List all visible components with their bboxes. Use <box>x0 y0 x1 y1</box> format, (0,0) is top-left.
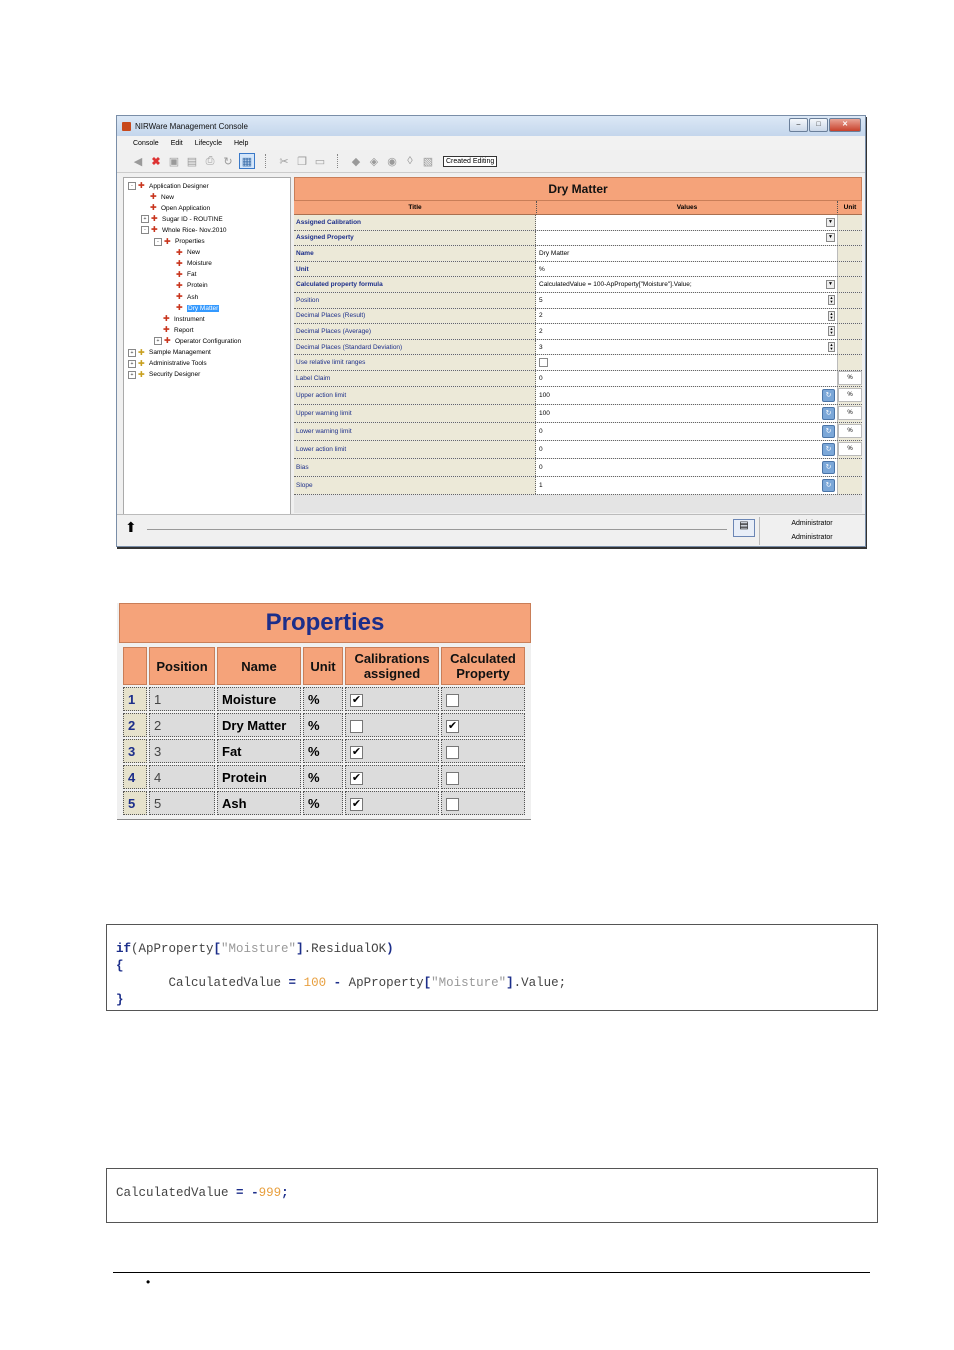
edit-state-label: Created Editing <box>443 156 497 167</box>
tree-item[interactable] <box>154 237 205 247</box>
tree-item[interactable] <box>128 370 200 380</box>
grid-row <box>294 477 862 495</box>
grid-row-value[interactable]: 0 ↻ <box>536 459 838 476</box>
row-calc <box>441 713 525 737</box>
grid-row-unit: % <box>838 406 862 420</box>
grid-header <box>294 201 862 215</box>
tree-item[interactable] <box>154 314 205 324</box>
tree-item[interactable] <box>141 214 223 224</box>
menu-bar <box>117 136 865 150</box>
puzzle-icon: ✚ <box>176 269 183 279</box>
puzzle-icon: ✚ <box>138 369 145 379</box>
grid-row-title: Position <box>294 293 536 308</box>
puzzle-icon: ✚ <box>176 247 183 257</box>
grid-title: Dry Matter <box>294 177 862 201</box>
lifecycle-icon-2[interactable]: ◈ <box>369 155 379 168</box>
puzzle-icon: ✚ <box>164 236 171 246</box>
menu-lifecycle[interactable]: Lifecycle <box>194 139 222 147</box>
tree-item[interactable] <box>154 336 241 346</box>
tree-item[interactable] <box>128 359 207 369</box>
tree-item-label: New <box>187 249 201 257</box>
header-title: Title <box>294 201 537 215</box>
nirware-window <box>116 115 866 547</box>
row-unit: % <box>303 687 343 711</box>
title-bar <box>117 116 865 136</box>
row-calib <box>345 765 439 789</box>
grid-row-title: Lower action limit <box>294 441 536 458</box>
checkbox[interactable] <box>539 358 548 367</box>
grid-row-value[interactable] <box>536 355 838 370</box>
col-calculated: Calculated Property <box>441 647 525 685</box>
pointer-icon[interactable]: ↻ <box>822 407 835 420</box>
pointer-icon[interactable]: ↻ <box>822 479 835 492</box>
row-calib <box>345 687 439 711</box>
tree-item-label: Security Designer <box>149 371 201 379</box>
grid-row-title: Decimal Places (Result) <box>294 309 536 324</box>
lifecycle-icon-3[interactable]: ◉ <box>387 155 397 168</box>
row-calib <box>345 713 439 737</box>
puzzle-icon: ✚ <box>164 336 171 346</box>
puzzle-icon: ✚ <box>163 314 170 324</box>
back-icon[interactable]: ◀ <box>133 155 143 168</box>
tree-item[interactable] <box>167 281 208 291</box>
tree-item[interactable] <box>141 192 174 202</box>
grid-row-value[interactable]: % <box>536 262 838 277</box>
grid-row <box>294 293 862 309</box>
row-unit: % <box>303 739 343 763</box>
expand-toggle-icon[interactable]: - <box>141 226 149 234</box>
table-row[interactable] <box>123 765 525 789</box>
tree-item[interactable] <box>167 248 200 258</box>
grid-row-value[interactable]: 100 ↻ <box>536 405 838 422</box>
copy-icon[interactable]: ❐ <box>297 155 307 168</box>
unchecked-checkbox[interactable] <box>446 772 459 785</box>
grid-row-value[interactable]: 0 ↻ <box>536 441 838 458</box>
expand-toggle-icon[interactable]: - <box>154 238 162 246</box>
tree-item[interactable] <box>167 303 219 313</box>
grid-row-value[interactable]: 2 ▲ ▼ <box>536 309 838 324</box>
row-index: 1 <box>123 687 147 711</box>
puzzle-icon: ✚ <box>176 258 183 268</box>
grid-row-value[interactable]: 2 ▲ ▼ <box>536 324 838 339</box>
row-calc <box>441 765 525 789</box>
tree-item-label: Open Application <box>161 204 211 212</box>
dropdown-arrow-icon[interactable]: ▼ <box>826 218 835 227</box>
row-name: Fat <box>217 739 301 763</box>
row-calib <box>345 739 439 763</box>
grid-row-title: Upper warning limit <box>294 405 536 422</box>
grid-row <box>294 262 862 278</box>
grid-row <box>294 324 862 340</box>
unchecked-checkbox[interactable] <box>446 746 459 759</box>
puzzle-icon: ✚ <box>138 181 145 190</box>
properties-title: Properties <box>119 603 531 643</box>
grid-row <box>294 423 862 441</box>
puzzle-icon: ✚ <box>150 203 157 213</box>
grid-row <box>294 459 862 477</box>
grid-row-title: Calculated property formula <box>294 277 536 292</box>
tree-item-label: Properties <box>175 238 205 245</box>
row-unit: % <box>303 791 343 815</box>
lifecycle-icon-5[interactable]: ▧ <box>422 155 434 168</box>
expand-toggle-icon[interactable]: - <box>128 182 136 190</box>
row-unit: % <box>303 713 343 737</box>
navigation-tree <box>123 177 291 515</box>
tree-item-label: Moisture <box>187 260 212 268</box>
grid-row-value[interactable]: 0 ↻ <box>536 423 838 440</box>
grid-row-title: Bias <box>294 459 536 476</box>
grid-row-title: Decimal Places (Average) <box>294 324 536 339</box>
property-grid <box>294 177 862 513</box>
menu-help[interactable]: Help <box>233 139 249 147</box>
lifecycle-icon-4[interactable]: ◊ <box>407 155 413 167</box>
row-name: Dry Matter <box>217 713 301 737</box>
row-index: 3 <box>123 739 147 763</box>
tree-item[interactable] <box>167 270 196 280</box>
tree-item-label: Instrument <box>174 315 205 323</box>
spinner-icon[interactable]: ▲ ▼ <box>829 295 834 305</box>
view-icon[interactable]: ▦ <box>239 153 255 169</box>
dropdown-arrow-icon[interactable]: ▼ <box>826 280 835 289</box>
row-position: 1 <box>149 687 215 711</box>
grid-row-title: Name <box>294 246 536 261</box>
row-position: 3 <box>149 739 215 763</box>
properties-table <box>121 645 527 817</box>
grid-row-unit: % <box>838 371 862 385</box>
spinner-icon[interactable]: ▲ ▼ <box>829 310 834 320</box>
grid-row <box>294 340 862 356</box>
puzzle-icon: ✚ <box>163 325 170 335</box>
maximize-button[interactable]: □ <box>809 118 828 132</box>
tree-item-label: Administrative Tools <box>149 360 207 368</box>
status-bar <box>117 514 865 547</box>
grid-row-title: Assigned Calibration <box>294 215 536 230</box>
code-block-residual: if(ApProperty["Moisture"].ResidualOK) { CalculatedValue = 100 - ApProperty["Moisture"].Value; } <box>106 924 878 1011</box>
tree-item-label: Dry Matter <box>188 304 219 312</box>
print-icon[interactable]: ⎙ <box>205 154 215 167</box>
status-role: Administrator <box>759 531 864 545</box>
checked-checkbox[interactable]: ✔ <box>351 693 362 706</box>
tree-item-label: Sample Management <box>149 349 211 356</box>
tree-item-label: Whole Rice- Nov.2010 <box>162 226 227 234</box>
col-calibrations: Calibrations assigned <box>345 647 439 685</box>
row-name: Moisture <box>217 687 301 711</box>
expand-toggle-icon[interactable]: + <box>141 215 149 223</box>
grid-row <box>294 277 862 293</box>
pointer-icon[interactable]: ↻ <box>822 389 835 402</box>
row-unit: % <box>303 765 343 789</box>
grid-row-title: Lower warning limit <box>294 423 536 440</box>
row-name: Protein <box>217 765 301 789</box>
status-user: Administrator <box>759 517 864 531</box>
app-icon <box>122 122 131 131</box>
menu-console[interactable]: Console <box>133 139 159 147</box>
grid-row <box>294 215 862 231</box>
tree-item[interactable] <box>128 348 211 358</box>
grid-row-title: Label Claim <box>294 371 536 386</box>
tree-item-label: Report <box>174 326 194 334</box>
grid-row-title: Slope <box>294 477 536 494</box>
row-calib <box>345 791 439 815</box>
tree-item[interactable] <box>141 225 227 235</box>
spinner-icon[interactable]: ▲ ▼ <box>829 342 834 352</box>
minimize-button[interactable]: – <box>789 118 808 132</box>
delete-icon[interactable]: ✖ <box>151 155 161 168</box>
expand-toggle-icon[interactable]: + <box>128 349 136 357</box>
toolbar <box>117 150 865 173</box>
checked-checkbox[interactable]: ✔ <box>447 719 458 732</box>
row-position: 5 <box>149 791 215 815</box>
cut-icon[interactable]: ✂ <box>279 155 289 168</box>
col-name: Name <box>217 647 301 685</box>
grid-row-unit: % <box>838 442 862 456</box>
grid-row <box>294 231 862 247</box>
grid-row-value[interactable]: 5 ▲ ▼ <box>536 293 838 308</box>
grid-row <box>294 405 862 423</box>
expand-toggle-icon[interactable]: + <box>128 371 136 379</box>
save-icon[interactable]: ▣ <box>168 155 180 168</box>
expand-toggle-icon[interactable]: + <box>128 360 136 368</box>
checked-checkbox[interactable]: ✔ <box>351 797 362 810</box>
grid-row <box>294 355 862 371</box>
tree-item[interactable] <box>154 325 194 335</box>
row-calc <box>441 791 525 815</box>
grid-row-unit: % <box>838 388 862 402</box>
close-button[interactable]: ✕ <box>829 118 861 132</box>
pointer-icon[interactable]: ↻ <box>822 425 835 438</box>
properties-panel <box>117 603 531 820</box>
row-calc <box>441 739 525 763</box>
grid-row-value[interactable] <box>536 231 838 246</box>
puzzle-icon: ✚ <box>176 280 183 290</box>
row-calc <box>441 687 525 711</box>
puzzle-icon: ✚ <box>150 192 157 202</box>
row-index: 2 <box>123 713 147 737</box>
tree-item-label: Operator Configuration <box>175 337 242 345</box>
grid-row-value[interactable]: 1 ↻ <box>536 477 838 494</box>
table-row[interactable] <box>123 739 525 763</box>
tree-item[interactable] <box>167 259 212 269</box>
puzzle-icon: ✚ <box>151 225 158 235</box>
save-all-icon[interactable]: ▤ <box>186 155 198 168</box>
grid-row-title: Decimal Places (Standard Deviation) <box>294 340 536 355</box>
puzzle-icon: ✚ <box>138 358 145 368</box>
grid-row <box>294 371 862 387</box>
checked-checkbox[interactable]: ✔ <box>351 745 362 758</box>
grid-row-title: Unit <box>294 262 536 277</box>
refresh-icon[interactable]: ↻ <box>223 155 233 168</box>
tree-item-label: Fat <box>187 271 197 279</box>
tree-item-label: Application Designer <box>149 182 209 190</box>
checked-checkbox[interactable]: ✔ <box>351 771 362 784</box>
expand-toggle-icon[interactable]: + <box>154 337 162 345</box>
paste-icon[interactable]: ▭ <box>314 155 326 168</box>
footer-rule <box>113 1272 870 1273</box>
grid-row <box>294 309 862 325</box>
row-name: Ash <box>217 791 301 815</box>
header-unit: Unit <box>838 201 862 215</box>
grid-row-value[interactable]: 3 ▲ ▼ <box>536 340 838 355</box>
puzzle-icon: ✚ <box>151 214 158 224</box>
grid-row-unit: % <box>838 424 862 438</box>
header-values: Values <box>537 201 838 215</box>
row-index: 5 <box>123 791 147 815</box>
grid-row-title: Upper action limit <box>294 387 536 404</box>
puzzle-icon: ✚ <box>138 347 145 357</box>
col-position: Position <box>149 647 215 685</box>
tree-item[interactable] <box>128 181 209 191</box>
unchecked-checkbox[interactable] <box>446 798 459 811</box>
menu-edit[interactable]: Edit <box>170 139 183 147</box>
lifecycle-icon-1[interactable]: ◆ <box>351 155 361 168</box>
grid-row-title: Use relative limit ranges <box>294 355 536 370</box>
grid-row-value[interactable] <box>536 215 838 230</box>
puzzle-icon: ✚ <box>176 292 183 301</box>
row-position: 4 <box>149 765 215 789</box>
spinner-icon[interactable]: ▲ ▼ <box>829 326 834 336</box>
grid-row <box>294 246 862 262</box>
grid-row-title: Assigned Property <box>294 231 536 246</box>
unchecked-checkbox[interactable] <box>350 720 363 733</box>
grid-rows <box>294 215 862 495</box>
unchecked-checkbox[interactable] <box>446 694 459 707</box>
tree-item-label: Protein <box>187 282 208 290</box>
tree-item-label: New <box>161 193 175 201</box>
dropdown-arrow-icon[interactable]: ▼ <box>826 233 835 242</box>
grid-row-value[interactable]: Dry Matter <box>536 246 838 261</box>
puzzle-icon: ✚ <box>176 303 183 313</box>
grid-row <box>294 441 862 459</box>
window-title: NIRWare Management Console <box>135 121 248 131</box>
table-row[interactable] <box>123 791 525 815</box>
grid-row-value[interactable]: CalculatedValue = 100-ApProperty["Moisture"].Value; ▼ <box>536 277 838 292</box>
tree-item[interactable] <box>167 292 198 302</box>
tree-item-label: Sugar ID - ROUTINE <box>162 215 223 223</box>
pointer-icon[interactable]: ↻ <box>822 443 835 456</box>
pointer-icon[interactable]: ↻ <box>822 461 835 474</box>
tree-item-label: Ash <box>187 293 199 301</box>
col-unit: Unit <box>303 647 343 685</box>
nir-logo-icon: ⬆ <box>125 519 137 535</box>
table-row[interactable] <box>123 713 525 737</box>
bullet: • <box>146 1275 151 1289</box>
grid-row <box>294 387 862 405</box>
table-row[interactable] <box>123 687 525 711</box>
grid-row-value[interactable]: 100 ↻ <box>536 387 838 404</box>
grid-row-value[interactable]: 0 <box>536 371 838 386</box>
tree-item[interactable] <box>141 203 210 213</box>
code-block-invalid: CalculatedValue = -999; <box>106 1168 878 1223</box>
row-index: 4 <box>123 765 147 789</box>
user-card-icon: ▤ <box>733 519 755 537</box>
row-position: 2 <box>149 713 215 737</box>
